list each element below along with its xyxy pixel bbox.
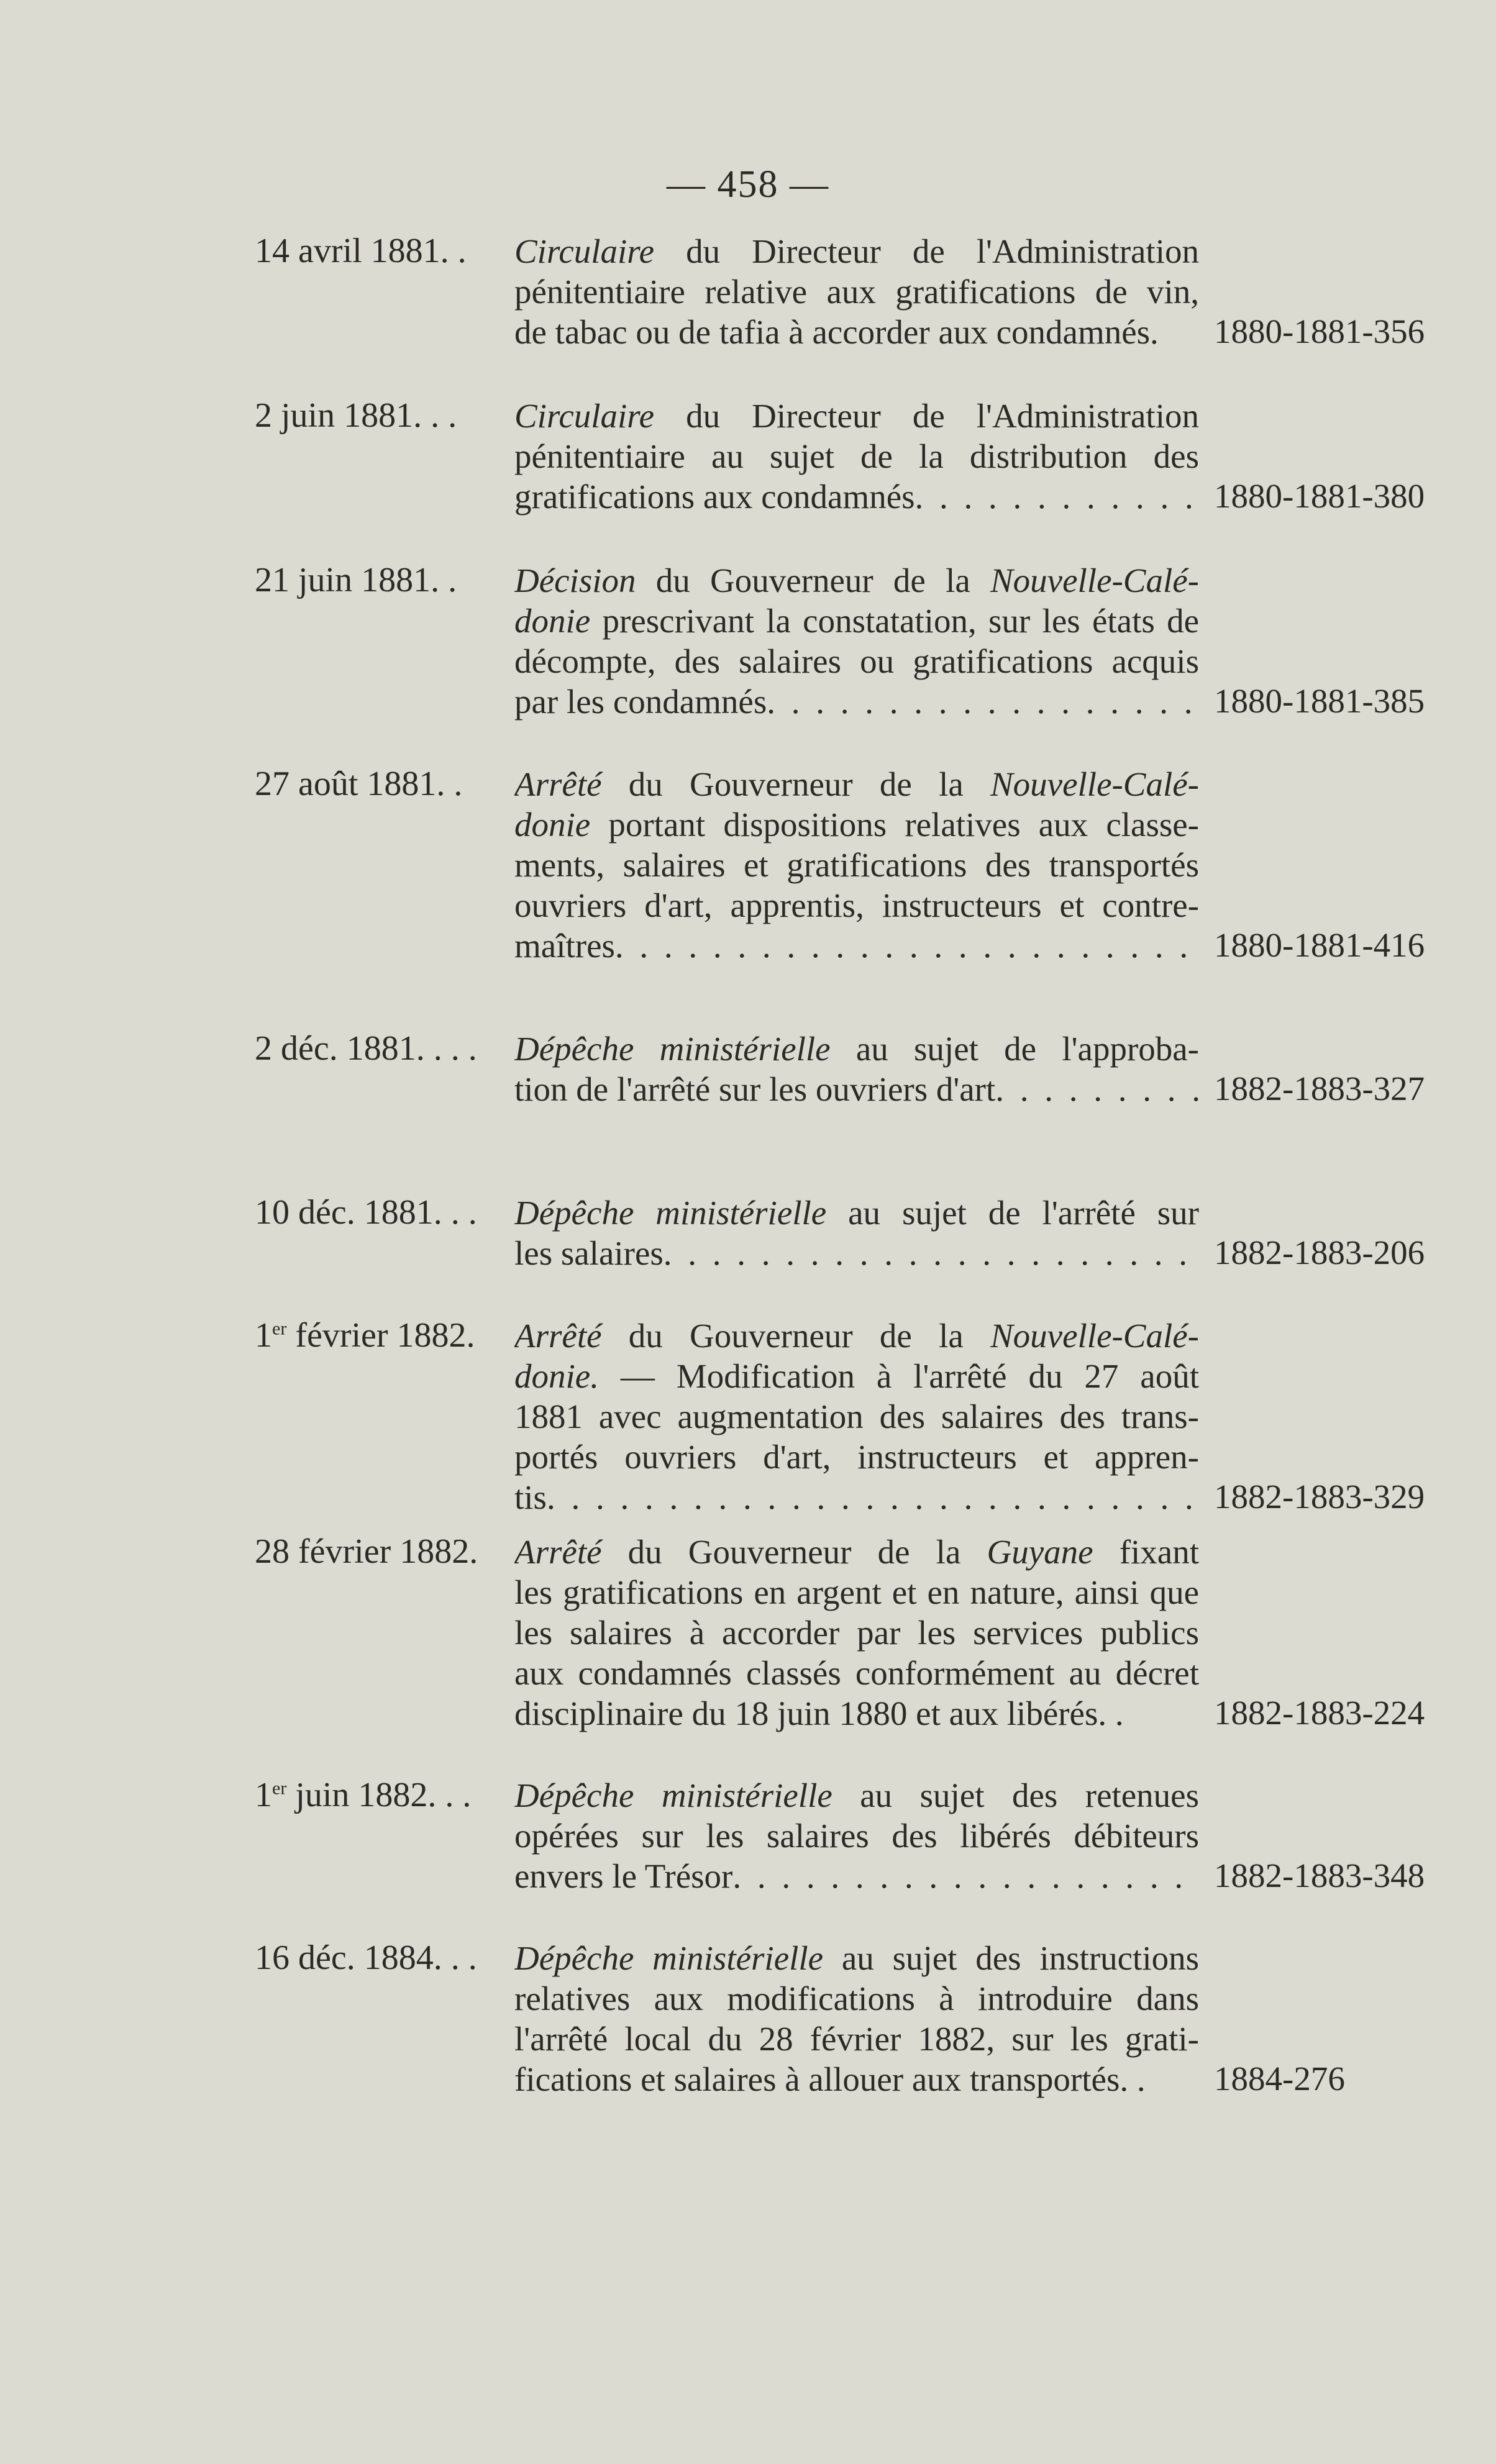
description-line xyxy=(514,1437,1199,1477)
entry-reference: 1880-1881-356 xyxy=(1214,312,1425,350)
description-line-text xyxy=(514,806,1199,843)
entry-date xyxy=(255,231,467,271)
line-text: tion de l'arrêté sur les ouvriers d'art xyxy=(514,1070,996,1108)
description-line xyxy=(514,641,1199,681)
entry-date xyxy=(255,560,457,600)
entry-description xyxy=(514,1316,1199,1517)
line-text: opérées sur les salaires des libérés débiteurs xyxy=(514,1817,1199,1855)
italic-term: Dépêche ministérielle xyxy=(514,1194,827,1232)
description-line-text xyxy=(514,2060,1146,2098)
dot-leader xyxy=(767,681,1199,722)
dot-leader xyxy=(915,476,1199,517)
description-line-text xyxy=(514,561,1199,599)
description-line-text xyxy=(514,232,1199,270)
entry-description xyxy=(514,1775,1199,1896)
description-line xyxy=(514,1612,1199,1653)
italic-term: Arrêté xyxy=(514,765,602,803)
entry-date-text: 28 février 1882. xyxy=(255,1532,478,1571)
entry-date-text: 2 juin 1881. . . xyxy=(255,396,457,435)
entry-date-text: juin 1882. . . xyxy=(286,1776,472,1814)
description-line-text xyxy=(514,1477,547,1517)
italic-term: Décision xyxy=(514,561,636,599)
line-text: du Gouverneur de la xyxy=(601,765,990,803)
line-text: prescrivant la constatation, sur les états de xyxy=(590,602,1199,640)
page-number: — 458 — xyxy=(667,163,829,206)
description-line xyxy=(514,231,1199,271)
entry-reference: 1882-1883-206 xyxy=(1214,1234,1425,1271)
description-line-text xyxy=(514,437,1199,475)
line-text: au sujet des instructions xyxy=(823,1939,1199,1977)
entry-description xyxy=(514,764,1199,966)
description-line xyxy=(514,1653,1199,1693)
italic-term: Dépêche ministérielle xyxy=(514,1939,824,1977)
description-line-text xyxy=(514,1654,1199,1692)
entry-date-text: février 1882. xyxy=(286,1316,475,1355)
description-line xyxy=(514,1029,1199,1069)
entry-date xyxy=(255,1532,478,1571)
entry-reference: 1884-276 xyxy=(1214,2060,1345,2098)
description-line xyxy=(514,885,1199,925)
description-line xyxy=(514,2019,1199,2059)
description-line-text xyxy=(514,1939,1199,1977)
line-text: les salaires xyxy=(514,1234,664,1272)
line-text: fixant xyxy=(1093,1533,1199,1571)
line-text: du Gouverneur de la xyxy=(601,1533,987,1571)
entry-date xyxy=(255,764,462,804)
line-text: maîtres xyxy=(514,927,615,965)
description-line-text xyxy=(514,681,767,722)
entry-date-text: 14 avril 1881. . xyxy=(255,232,467,270)
line-text: 1881 avec augmentation des salaires des trans- xyxy=(514,1398,1199,1435)
italic-term: Arrêté xyxy=(514,1533,602,1571)
italic-term: Dépêche ministérielle xyxy=(514,1030,831,1068)
description-line xyxy=(514,1069,1199,1109)
description-line xyxy=(514,681,1199,722)
line-text: les gratifications en argent et en nature, ainsi que xyxy=(514,1573,1199,1611)
entry-date-day: 1 xyxy=(255,1776,272,1814)
line-text: au sujet des retenues xyxy=(832,1776,1199,1814)
italic-term: donie xyxy=(514,806,591,843)
dot-leader xyxy=(732,1856,1199,1896)
entry-description xyxy=(514,1029,1199,1109)
line-text: du Gouverneur de la xyxy=(601,1317,990,1355)
description-line-text xyxy=(514,1856,732,1896)
description-line xyxy=(514,1816,1199,1856)
line-text: pénitentiaire relative aux gratifications de vin, xyxy=(514,273,1199,311)
entry-date-ordinal: er xyxy=(272,1778,287,1799)
description-line-text xyxy=(514,1317,1199,1355)
description-line xyxy=(514,396,1199,436)
description-line xyxy=(514,1775,1199,1816)
dot-leader xyxy=(615,925,1199,966)
description-line xyxy=(514,436,1199,476)
description-line-text xyxy=(514,1233,664,1273)
description-line-text xyxy=(514,1533,1199,1571)
entry-date-text: 27 août 1881. . xyxy=(255,765,463,803)
description-line-text xyxy=(514,313,1159,351)
line-text: envers le Trésor xyxy=(514,1857,733,1895)
italic-term: Circulaire xyxy=(514,397,655,435)
entry-reference: 1880-1881-380 xyxy=(1214,477,1425,515)
description-line-text xyxy=(514,397,1199,435)
line-text: tis xyxy=(514,1478,547,1516)
entry-date xyxy=(255,1193,477,1232)
description-line xyxy=(514,1572,1199,1612)
entry-reference: 1882-1883-348 xyxy=(1214,1857,1425,1894)
entry-description xyxy=(514,560,1199,722)
entry-description xyxy=(514,1532,1199,1734)
description-line-text xyxy=(514,1614,1199,1652)
description-line-text xyxy=(514,925,615,966)
entry-reference: 1880-1881-385 xyxy=(1214,682,1425,720)
description-line xyxy=(514,845,1199,885)
description-line xyxy=(514,476,1199,517)
description-line-text xyxy=(514,476,915,517)
description-line-text xyxy=(514,273,1199,311)
description-line-text xyxy=(514,846,1199,884)
italic-term: Guyane xyxy=(987,1533,1093,1571)
line-text: au sujet de l'approba- xyxy=(830,1030,1199,1068)
line-text: décompte, des salaires ou gratifications acquis xyxy=(514,642,1199,680)
description-line-text xyxy=(514,1438,1199,1476)
entry-date xyxy=(255,1775,471,1815)
description-line xyxy=(514,271,1199,312)
entry-date-text: 10 déc. 1881. . . xyxy=(255,1193,477,1232)
line-text: ments, salaires et gratifications des transportés xyxy=(514,846,1199,884)
italic-term: Nouvelle-Calé- xyxy=(990,1317,1199,1355)
line-text: — Modification à l'arrêté du 27 août xyxy=(598,1357,1199,1395)
line-text: du Gouverneur de la xyxy=(636,561,990,599)
line-text: pénitentiaire au sujet de la distribution des xyxy=(514,437,1199,475)
line-text: les salaires à accorder par les services publics xyxy=(514,1614,1199,1652)
italic-term: Dépêche ministérielle xyxy=(514,1776,832,1814)
italic-term: Nouvelle-Calé- xyxy=(990,561,1199,599)
italic-term: Arrêté xyxy=(514,1317,602,1355)
description-line xyxy=(514,1978,1199,2019)
italic-term: donie. xyxy=(514,1357,599,1395)
entry-reference: 1882-1883-329 xyxy=(1214,1478,1425,1516)
entry-reference: 1880-1881-416 xyxy=(1214,926,1425,964)
description-line xyxy=(514,601,1199,641)
description-line-text xyxy=(514,1357,1199,1395)
line-text: relatives aux modifications à introduire dans xyxy=(514,1980,1199,2017)
description-line-text xyxy=(514,2020,1199,2058)
entry-reference: 1882-1883-224 xyxy=(1214,1694,1425,1732)
dot-leader xyxy=(664,1233,1199,1273)
description-line xyxy=(514,1233,1199,1273)
italic-term: Circulaire xyxy=(514,232,655,270)
description-line xyxy=(514,804,1199,845)
description-line xyxy=(514,1356,1199,1396)
description-line xyxy=(514,312,1199,352)
description-line-text xyxy=(514,1069,995,1109)
line-text: du Directeur de l'Administration xyxy=(654,397,1199,435)
entry-date xyxy=(255,1316,475,1355)
description-line-text xyxy=(514,642,1199,680)
description-line xyxy=(514,1193,1199,1233)
entry-date-text: 2 déc. 1881. . . . xyxy=(255,1029,477,1068)
description-line xyxy=(514,1532,1199,1572)
entry-description xyxy=(514,231,1199,352)
entry-description xyxy=(514,396,1199,517)
description-line xyxy=(514,2059,1199,2099)
description-line xyxy=(514,764,1199,804)
description-line xyxy=(514,1856,1199,1896)
description-line-text xyxy=(514,1776,1199,1814)
description-line xyxy=(514,925,1199,966)
entry-date-ordinal: er xyxy=(272,1318,287,1339)
entry-date xyxy=(255,1029,477,1068)
line-text: aux condamnés classés conformément au décret xyxy=(514,1654,1199,1692)
line-text: gratifications aux condamnés xyxy=(514,478,915,516)
italic-term: Nouvelle-Calé- xyxy=(990,765,1199,803)
line-text: l'arrêté local du 28 février 1882, sur les grati- xyxy=(514,2020,1199,2058)
entry-date-day: 1 xyxy=(255,1316,272,1355)
line-text: de tabac ou de tafia à accorder aux condamnés. xyxy=(514,313,1159,351)
line-text: ouvriers d'art, apprentis, instructeurs et contre- xyxy=(514,886,1199,924)
line-text: disciplinaire du 18 juin 1880 et aux libérés. . xyxy=(514,1694,1124,1732)
description-line xyxy=(514,1693,1199,1734)
entry-date xyxy=(255,1938,477,1978)
description-line-text xyxy=(514,886,1199,924)
description-line-text xyxy=(514,1398,1199,1435)
description-line-text xyxy=(514,1817,1199,1855)
line-text: portés ouvriers d'art, instructeurs et appren- xyxy=(514,1438,1199,1476)
line-text: au sujet de l'arrêté sur xyxy=(826,1194,1199,1232)
dot-leader xyxy=(547,1477,1199,1517)
line-text: fications et salaires à allouer aux transportés. . xyxy=(514,2060,1146,2098)
dot-leader xyxy=(995,1069,1199,1109)
line-text: portant dispositions relatives aux classe- xyxy=(590,806,1199,843)
description-line-text xyxy=(514,765,1199,803)
entry-date-text: 21 juin 1881. . xyxy=(255,561,457,599)
entry-date xyxy=(255,396,457,435)
entry-description xyxy=(514,1938,1199,2099)
description-line xyxy=(514,1938,1199,1978)
description-line xyxy=(514,1316,1199,1356)
description-line-text xyxy=(514,602,1199,640)
description-line-text xyxy=(514,1573,1199,1611)
line-text: du Directeur de l'Administration xyxy=(654,232,1199,270)
description-line-text xyxy=(514,1694,1124,1732)
description-line-text xyxy=(514,1194,1199,1232)
description-line xyxy=(514,1396,1199,1437)
entry-date-text: 16 déc. 1884. . . xyxy=(255,1939,477,1977)
description-line xyxy=(514,560,1199,601)
entry-description xyxy=(514,1193,1199,1273)
description-line-text xyxy=(514,1980,1199,2017)
description-line xyxy=(514,1477,1199,1517)
line-text: par les condamnés xyxy=(514,683,767,721)
description-line-text xyxy=(514,1030,1199,1068)
italic-term: donie xyxy=(514,602,591,640)
entry-reference: 1882-1883-327 xyxy=(1214,1070,1425,1107)
